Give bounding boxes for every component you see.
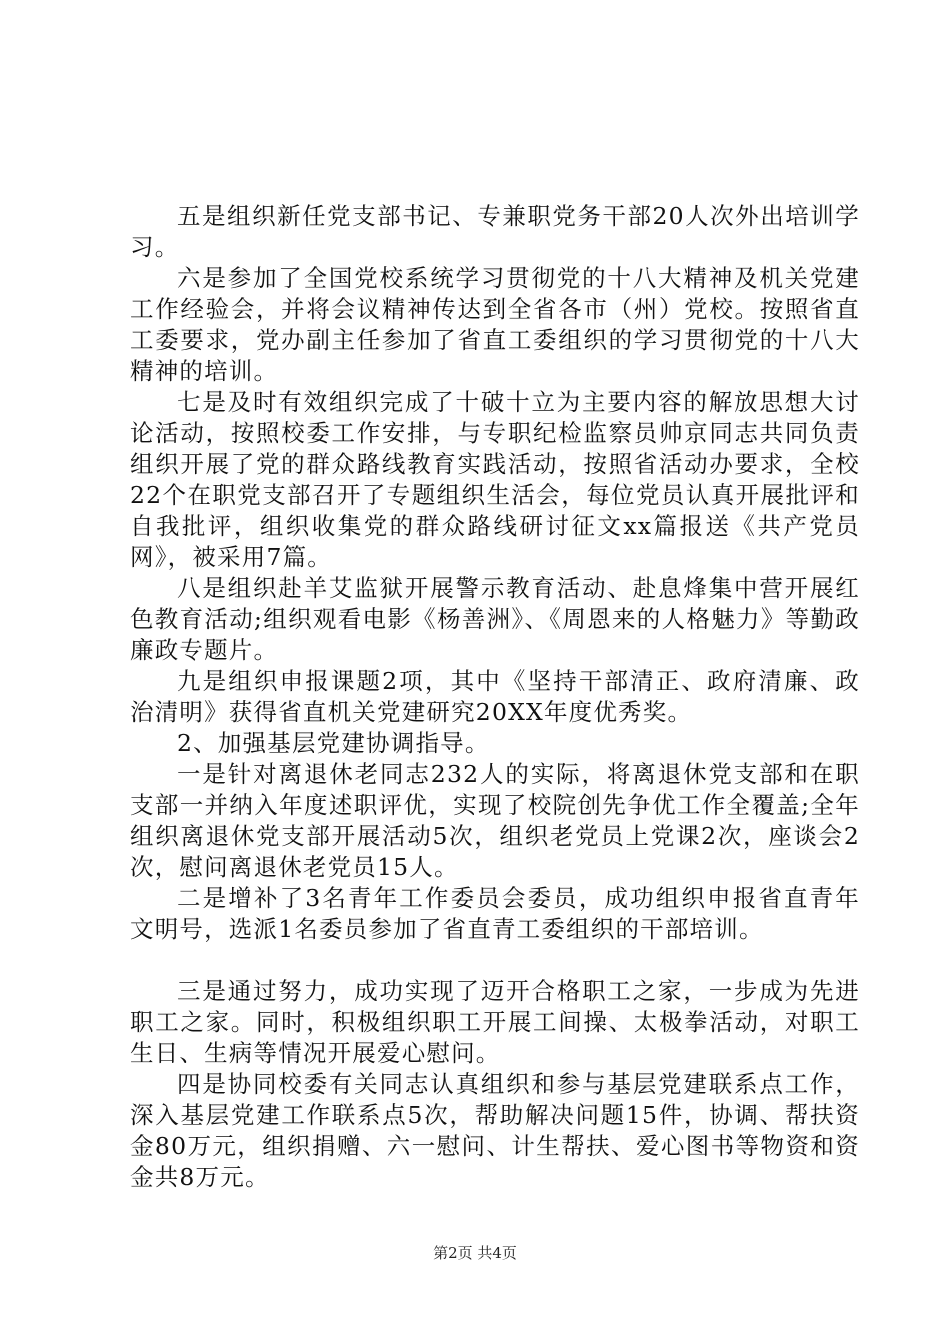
paragraph-discussion-activity: 七是及时有效组织完成了十破十立为主要内容的解放思想大讨论活动，按照校委工作安排，与专职纪检监察员帅京同志共同负责组织开展了党的群众路线教育实践活动，按照省活动办要求，全校22个在职党支部召开了专题组织生活会，每位党员认真开展批评和自我批评，组织收集党的群众路线研讨征文xx篇报送《共产党员网》，被采用7篇。 <box>130 388 860 571</box>
document-body <box>130 201 860 1193</box>
paragraph-staff-home: 三是通过努力，成功实现了迈开合格职工之家，一步成为先进职工之家。同时，积极组织职工开展工间操、太极拳活动，对职工生日、生病等情况开展爱心慰问。 <box>130 977 860 1067</box>
paragraph-youth-committee: 二是增补了3名青年工作委员会委员，成功组织申报省直青年文明号，选派1名委员参加了省直青工委组织的干部培训。 <box>130 884 860 943</box>
paragraph-retired-members: 一是针对离退休老同志232人的实际，将离退休党支部和在职支部一并纳入年度述职评优，实现了校院创先争优工作全覆盖;全年组织离退休党支部开展活动5次，组织老党员上党课2次，座谈会2次，慰问离退休老党员15人。 <box>130 760 860 881</box>
paragraph-contact-points: 四是协同校委有关同志认真组织和参与基层党建联系点工作，深入基层党建工作联系点5次，帮助解决问题15件，协调、帮扶资金80万元，组织捐赠、六一慰问、计生帮扶、爱心图书等物资和资金共8万元。 <box>130 1070 860 1191</box>
paragraph-training: 五是组织新任党支部书记、专兼职党务干部20人次外出培训学习。 <box>130 202 860 261</box>
paragraph-national-conference: 六是参加了全国党校系统学习贯彻党的十八大精神及机关党建工作经验会，并将会议精神传达到全省各市（州）党校。按照省直工委要求，党办副主任参加了省直工委组织的学习贯彻党的十八大精神的培训。 <box>130 264 860 385</box>
paragraph-warning-education: 八是组织赴羊艾监狱开展警示教育活动、赴息烽集中营开展红色教育活动;组织观看电影《杨善洲》、《周恩来的人格魅力》等勤政廉政专题片。 <box>130 574 860 664</box>
paragraph-research-topics: 九是组织申报课题2项，其中《坚持干部清正、政府清廉、政治清明》获得省直机关党建研究20XX年度优秀奖。 <box>130 667 860 726</box>
paragraph-spacer <box>130 945 860 976</box>
page-number-footer: 第2页 共4页 <box>433 1244 517 1262</box>
section-heading-grassroots: 2、加强基层党建协调指导。 <box>177 729 490 757</box>
